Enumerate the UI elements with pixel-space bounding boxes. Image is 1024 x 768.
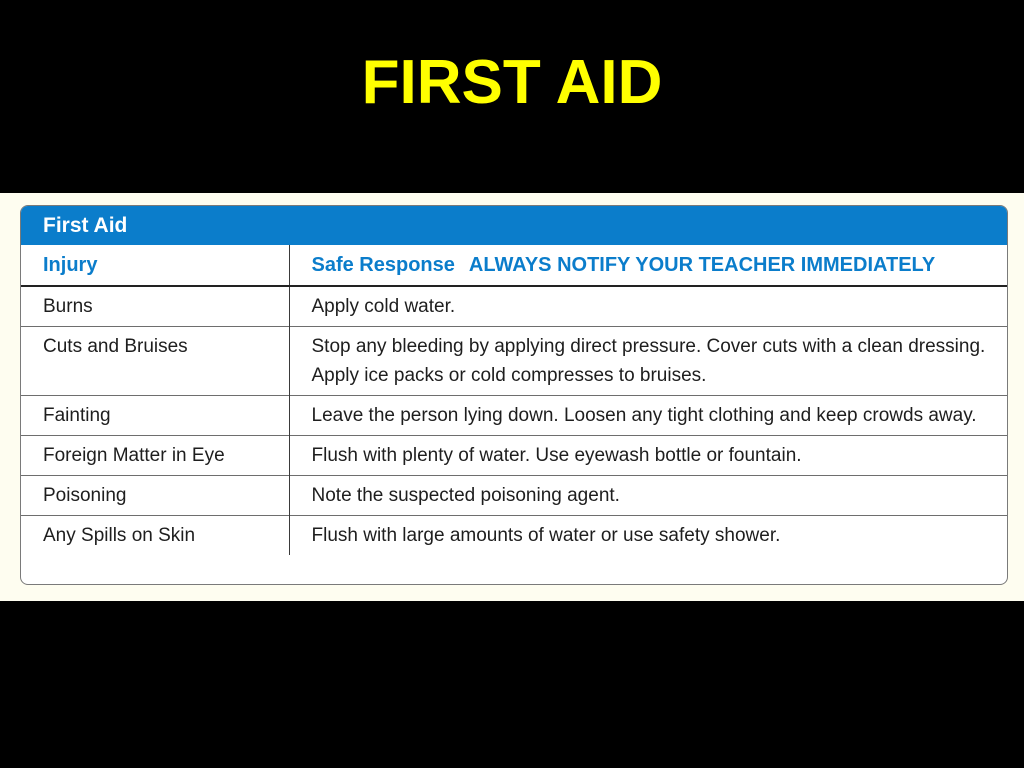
column-header-injury: Injury xyxy=(21,245,289,286)
table-row xyxy=(21,327,1007,396)
notify-teacher-notice: ALWAYS NOTIFY YOUR TEACHER IMMEDIATELY xyxy=(468,254,936,276)
injury-cell: Cuts and Bruises xyxy=(21,327,289,396)
table-row xyxy=(21,396,1007,436)
table-row xyxy=(21,516,1007,556)
column-header-row xyxy=(21,245,1007,286)
injury-cell: Foreign Matter in Eye xyxy=(21,436,289,476)
first-aid-image xyxy=(0,193,1024,601)
response-cell: Stop any bleeding by applying direct pressure. Cover cuts with a clean dressing. Apply ice packs or cold compresses to bruises. xyxy=(289,327,1007,396)
table-header-title: First Aid xyxy=(21,206,1007,245)
injury-cell: Any Spills on Skin xyxy=(21,516,289,556)
table-row xyxy=(21,286,1007,327)
column-header-response xyxy=(289,245,1007,286)
injury-cell: Burns xyxy=(43,296,93,317)
table-row xyxy=(21,436,1007,476)
response-cell: Flush with large amounts of water or use safety shower. xyxy=(289,516,1007,556)
slide-title: FIRST AID xyxy=(361,48,663,117)
response-cell: Apply cold water. xyxy=(289,286,1007,327)
response-cell: Note the suspected poisoning agent. xyxy=(289,476,1007,516)
first-aid-grid xyxy=(21,245,1007,555)
response-cell: Leave the person lying down. Loosen any tight clothing and keep crowds away. xyxy=(289,396,1007,436)
column-header-response-label: Safe Response xyxy=(311,254,455,276)
first-aid-table xyxy=(20,205,1008,585)
table-row xyxy=(21,476,1007,516)
injury-cell: Fainting xyxy=(21,396,289,436)
injury-cell: Poisoning xyxy=(21,476,289,516)
response-cell: Flush with plenty of water. Use eyewash bottle or fountain. xyxy=(289,436,1007,476)
